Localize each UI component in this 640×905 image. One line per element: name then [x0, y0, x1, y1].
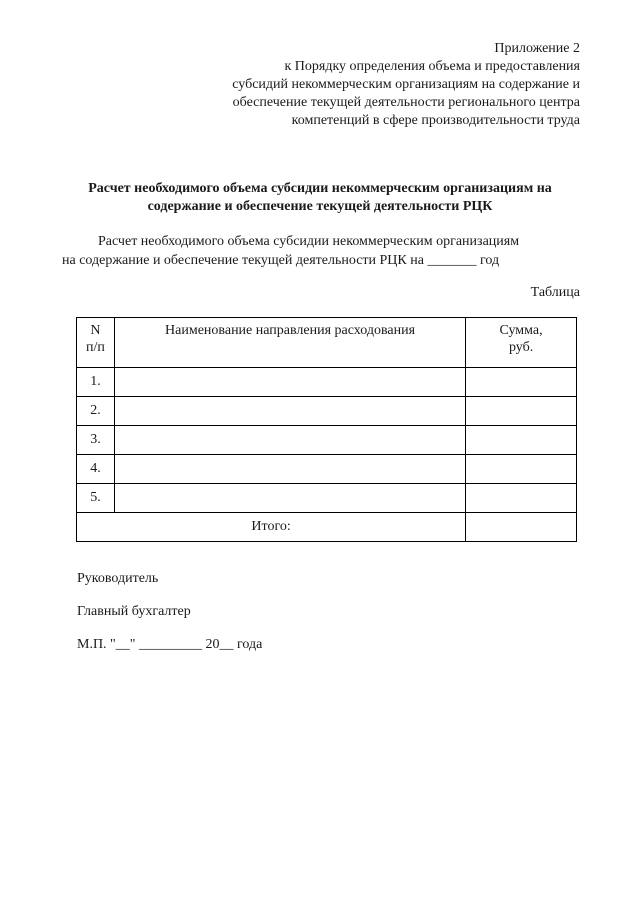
table-total-row — [77, 513, 577, 542]
total-label: Итого: — [77, 513, 466, 542]
table-row — [77, 426, 577, 455]
intro-line: на содержание и обеспечение текущей деятельности РЦК на _______ год — [62, 253, 500, 268]
row-name-cell — [114, 368, 465, 397]
signature-accountant: Главный бухгалтер — [77, 604, 191, 619]
row-name-cell — [114, 484, 465, 513]
row-name-cell — [114, 426, 465, 455]
document-title — [60, 180, 580, 216]
row-num: 2. — [77, 397, 115, 426]
appendix-line: субсидий некоммерческим организациям на содержание и — [232, 77, 580, 92]
row-sum-cell — [466, 484, 577, 513]
table-row — [77, 484, 577, 513]
row-name-cell — [114, 397, 465, 426]
intro-paragraph — [62, 232, 580, 270]
appendix-line: обеспечение текущей деятельности регионального центра — [232, 95, 580, 110]
row-num: 3. — [77, 426, 115, 455]
appendix-line: Приложение 2 — [494, 41, 580, 56]
table-row — [77, 455, 577, 484]
header-num-line: N — [90, 323, 101, 338]
appendix-header — [160, 40, 580, 130]
header-num-line: п/п — [86, 340, 105, 355]
table-row — [77, 397, 577, 426]
appendix-line: компетенций в сфере производительности труда — [291, 113, 580, 128]
row-sum-cell — [466, 368, 577, 397]
header-sum — [466, 318, 577, 368]
row-num: 4. — [77, 455, 115, 484]
row-num: 1. — [77, 368, 115, 397]
total-sum-cell — [466, 513, 577, 542]
signature-stamp-date: М.П. "__" _________ 20__ года — [77, 637, 263, 652]
title-line: содержание и обеспечение текущей деятельности РЦК — [147, 199, 493, 214]
row-name-cell — [114, 455, 465, 484]
header-sum-line: руб. — [508, 340, 534, 355]
title-line: Расчет необходимого объема субсидии некоммерческим организациям на — [88, 181, 552, 196]
signature-head: Руководитель — [77, 571, 159, 586]
header-num — [77, 318, 115, 368]
row-sum-cell — [466, 397, 577, 426]
row-num: 5. — [77, 484, 115, 513]
expenses-table — [76, 317, 577, 542]
table-header-row — [77, 318, 577, 368]
signature-block — [77, 570, 262, 669]
table-row — [77, 368, 577, 397]
row-sum-cell — [466, 426, 577, 455]
header-name: Наименование направления расходования — [114, 318, 465, 368]
table-caption: Таблица — [530, 285, 580, 300]
appendix-line: к Порядку определения объема и предоставления — [284, 59, 580, 74]
row-sum-cell — [466, 455, 577, 484]
header-sum-line: Сумма, — [499, 323, 543, 338]
intro-line: Расчет необходимого объема субсидии некоммерческим организациям — [98, 234, 520, 249]
